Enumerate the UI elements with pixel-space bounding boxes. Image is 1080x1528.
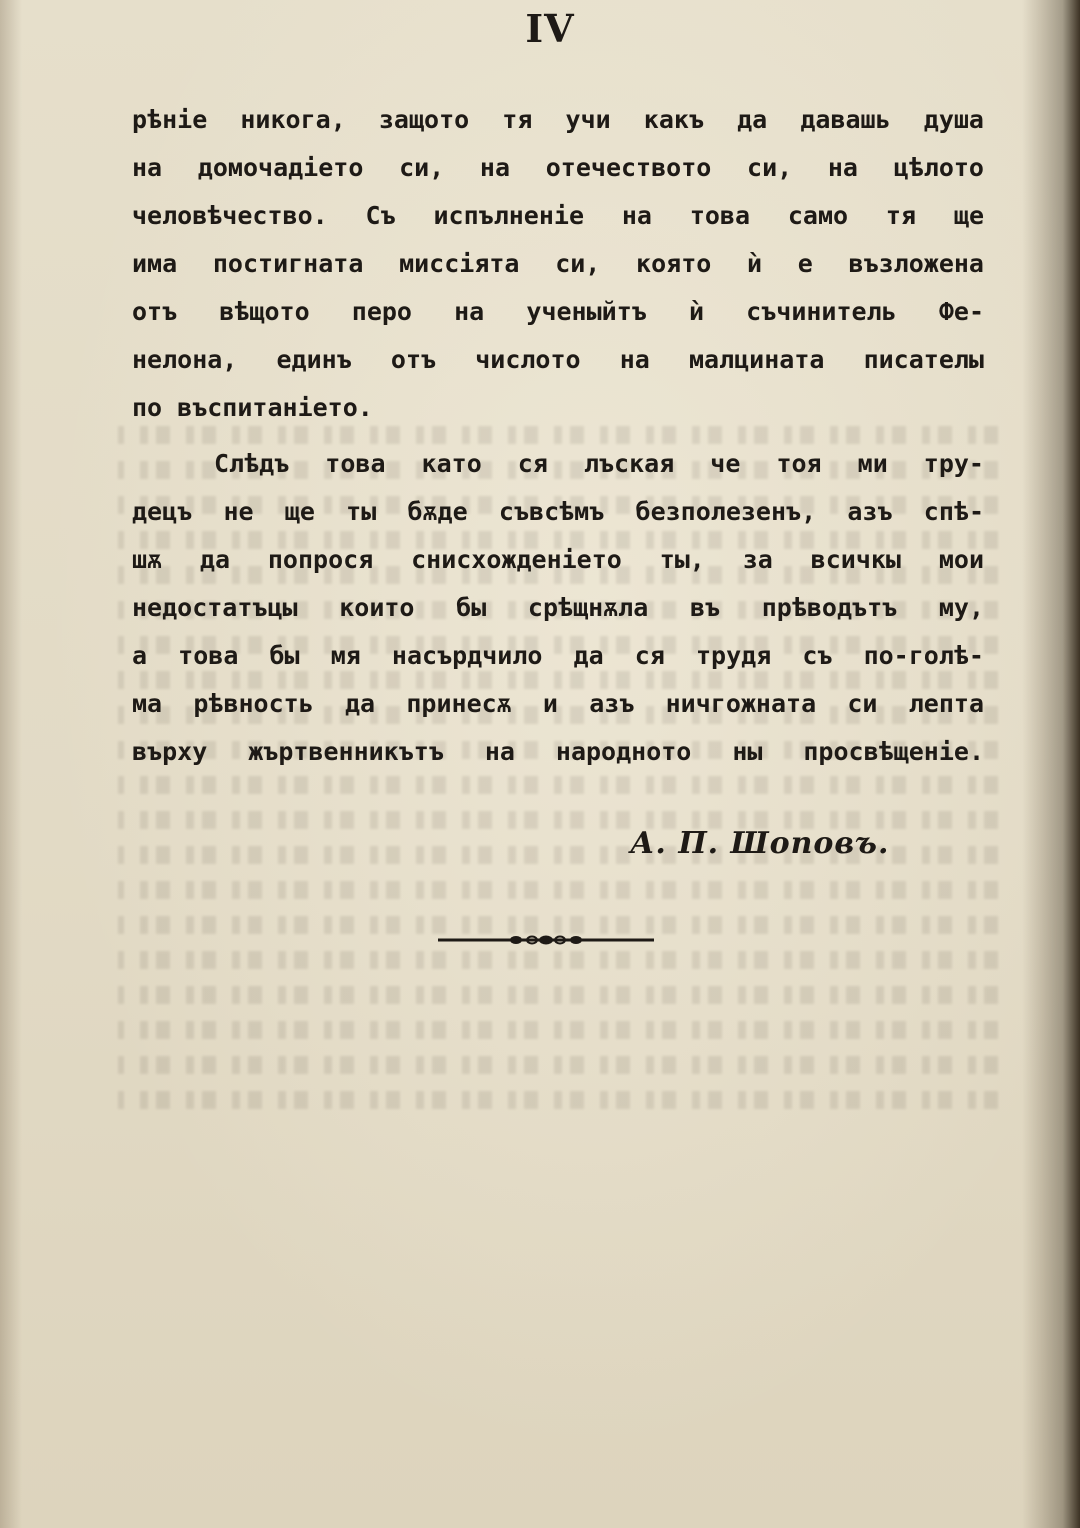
- text-line: на домочадіето си, на отечеството си, на цѣлото: [132, 153, 984, 182]
- text-line: има постигната миссіята си, която ѝ е възложена: [132, 249, 984, 278]
- text-line: рѣніе никога, защото тя учи какъ да давашь душа: [132, 105, 984, 134]
- text-line: недостатъцы които бы срѣщнѫла въ прѣводътъ му,: [132, 593, 984, 622]
- text-line: а това бы мя насърдчило да ся трудя съ по-голѣ-: [132, 641, 984, 670]
- page-gutter-shadow: [0, 0, 22, 1528]
- text-line: ма рѣвность да принесѫ и азъ ничгожната си лепта: [132, 689, 984, 718]
- page-number: IV: [525, 6, 575, 51]
- page-edge-shadow: [1022, 0, 1080, 1528]
- author-signature: А. П. Шоповъ.: [630, 826, 890, 861]
- text-line: человѣчество. Съ испълненіе на това само тя ще: [132, 201, 984, 230]
- paragraph-1: [132, 96, 984, 432]
- text-line: по въспитаніето.: [132, 393, 373, 422]
- text-line: върху жъртвенникътъ на народното ны просвѣщеніе.: [132, 737, 984, 766]
- text-line: отъ вѣщото перо на ученыйтъ ѝ съчинитель Фе-: [132, 297, 984, 326]
- text-line: Слѣдъ това като ся лъская че тоя ми тру-: [214, 449, 984, 478]
- text-line: нелона, единъ отъ числото на малцината писателы: [132, 345, 984, 374]
- ornament-divider-icon: [438, 930, 654, 950]
- text-line: шѫ да попрося снисхожденіето ты, за всичкы мои: [132, 545, 984, 574]
- text-line: децъ не ще ты бѫде съвсѣмъ безполезенъ, азъ спѣ-: [132, 497, 984, 526]
- paragraph-2: [132, 440, 984, 776]
